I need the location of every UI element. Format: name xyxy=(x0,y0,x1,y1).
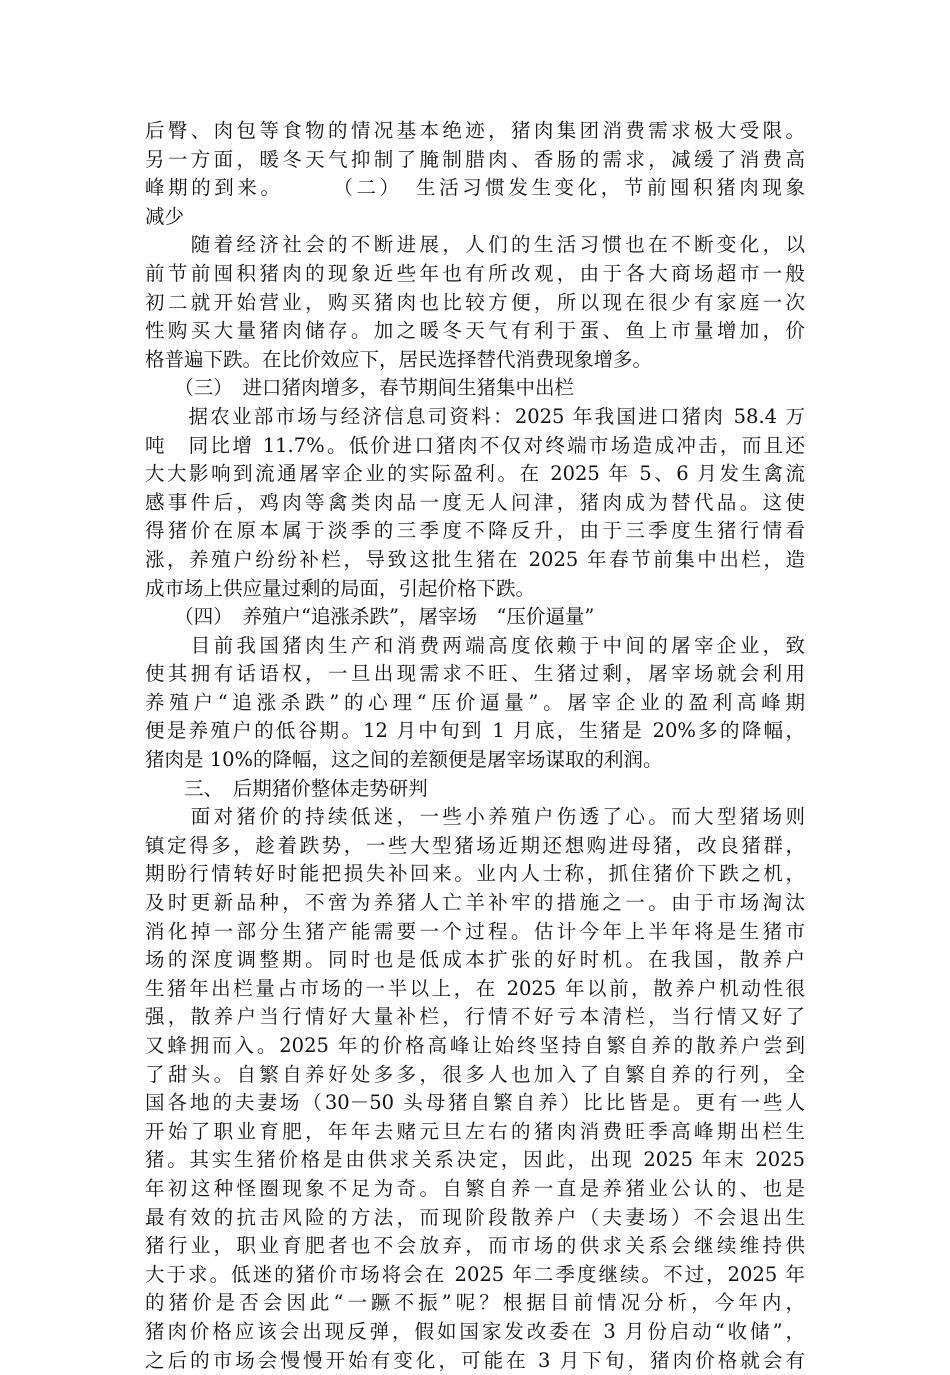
text-line: 强，散养户当行情好大量补栏，行情不好亏本清栏，当行情又好了 xyxy=(145,1005,805,1029)
section-heading: （四） 养殖户“追涨杀跌”，屠宰场 “压价逼量” xyxy=(145,605,595,629)
text-line: 场的深度调整期。同时也是低成本扩张的好时机。在我国，散养户 xyxy=(145,948,805,972)
document-page xyxy=(145,117,805,1375)
text-line: 成市场上供应量过剩的局面，引起价格下跌。 xyxy=(145,576,536,600)
text-line: 大大影响到流通屠宰企业的实际盈利。在 2025 年 5、6 月发生禽流 xyxy=(145,462,805,486)
text-line: 感事件后，鸡肉等禽类肉品一度无人问津，猪肉成为替代品。这使 xyxy=(145,490,805,514)
section-heading: 三、 后期猪价整体走势研判 xyxy=(145,776,428,800)
text-line: 猪。其实生猪价格是由供求关系决定，因此，出现 2025 年末 2025 xyxy=(145,1148,805,1172)
text-line: 又蜂拥而入。2025 年的价格高峰让始终坚持自繁自养的散养户尝到 xyxy=(145,1034,805,1057)
text-line: 峰期的到来。 （二） 生活习惯发生变化，节前囤积猪肉现象 xyxy=(145,176,805,200)
text-line: 初二就开始营业，购买猪肉也比较方便，所以现在很少有家庭一次 xyxy=(145,290,805,314)
text-line: 得猪价在原本属于淡季的三季度不降反升，由于三季度生猪行情看 xyxy=(145,519,805,543)
text-line: 猪肉价格应该会出现反弹，假如国家发改委在 3 月份启动“收储”， xyxy=(145,1319,805,1343)
text-line: 猪行业，职业育肥者也不会放弃，而市场的供求关系会继续维持供 xyxy=(145,1234,805,1258)
text-line: 国各地的夫妻场（30－50 头母猪自繁自养）比比皆是。更有一些人 xyxy=(145,1091,805,1115)
text-line: 消化掉一部分生猪产能需要一个过程。估计今年上半年将是生猪市 xyxy=(145,919,805,943)
text-line: 面对猪价的持续低迷，一些小养殖户伤透了心。而大型猪场则 xyxy=(145,805,805,829)
text-line: 目前我国猪肉生产和消费两端高度依赖于中间的屠宰企业，致 xyxy=(145,633,805,657)
text-line: 后臀、肉包等食物的情况基本绝迹，猪肉集团消费需求极大受限。 xyxy=(145,119,805,142)
text-line: 及时更新品种，不啻为养猪人亡羊补牢的措施之一。由于市场淘汰 xyxy=(145,891,805,915)
section-heading: （三） 进口猪肉增多，春节期间生猪集中出栏 xyxy=(145,376,575,400)
text-line: 涨，养殖户纷纷补栏，导致这批生猪在 2025 年春节前集中出栏，造 xyxy=(145,547,805,571)
text-line: 格普遍下跌。在比价效应下，居民选择替代消费现象增多。 xyxy=(145,347,653,371)
text-line: 镇定得多，趁着跌势，一些大型猪场近期还想购进母猪，改良猪群， xyxy=(145,833,805,857)
text-line: 了甜头。自繁自养好处多多，很多人也加入了自繁自养的行列，全 xyxy=(145,1062,805,1086)
text-line: 之后的市场会慢慢开始有变化，可能在 3 月下旬，猪肉价格就会有 xyxy=(145,1348,805,1372)
text-line: 吨 同比增 11.7%。低价进口猪肉不仅对终端市场造成冲击，而且还 xyxy=(145,433,805,457)
text-line: 便是养殖户的低谷期。12 月中旬到 1 月底，生猪是 20%多的降幅， xyxy=(145,719,805,743)
text-line: 减少 xyxy=(145,204,185,228)
text-line: 据农业部市场与经济信息司资料：2025 年我国进口猪肉 58.4 万 xyxy=(145,404,805,428)
text-line: 期盼行情转好时能把损失补回来。业内人士称，抓住猪价下跌之机， xyxy=(145,862,805,886)
text-line: 开始了职业育肥，年年去赌元旦左右的猪肉消费旺季高峰期出栏生 xyxy=(145,1119,805,1143)
text-line: 生猪年出栏量占市场的一半以上，在 2025 年以前，散养户机动性很 xyxy=(145,976,805,1000)
text-line: 另一方面，暖冬天气抑制了腌制腊肉、香肠的需求，减缓了消费高 xyxy=(145,147,805,171)
text-line: 最有效的抗击风险的方法，而现阶段散养户（夫妻场）不会退出生 xyxy=(145,1205,805,1229)
text-line: 性购买大量猪肉储存。加之暖冬天气有利于蛋、鱼上市量增加，价 xyxy=(145,319,805,343)
text-line: 的猪价是否会因此“一蹶不振”呢？根据目前情况分析，今年内， xyxy=(145,1291,805,1315)
text-line: 前节前囤积猪肉的现象近些年也有所改观，由于各大商场超市一般 xyxy=(145,261,805,285)
text-line: 养殖户“追涨杀跌”的心理“压价逼量”。屠宰企业的盈利高峰期 xyxy=(145,690,805,714)
text-line: 猪肉是 10%的降幅，这之间的差额便是屠宰场谋取的利润。 xyxy=(145,748,663,772)
text-line: 年初这种怪圈现象不足为奇。自繁自养一直是养猪业公认的、也是 xyxy=(145,1176,805,1200)
text-line: 大于求。低迷的猪价市场将会在 2025 年二季度继续。不过，2025 年 xyxy=(145,1262,805,1286)
text-line: 随着经济社会的不断进展，人们的生活习惯也在不断变化，以 xyxy=(145,233,805,257)
text-line: 使其拥有话语权，一旦出现需求不旺、生猪过剩，屠宰场就会利用 xyxy=(145,662,805,686)
